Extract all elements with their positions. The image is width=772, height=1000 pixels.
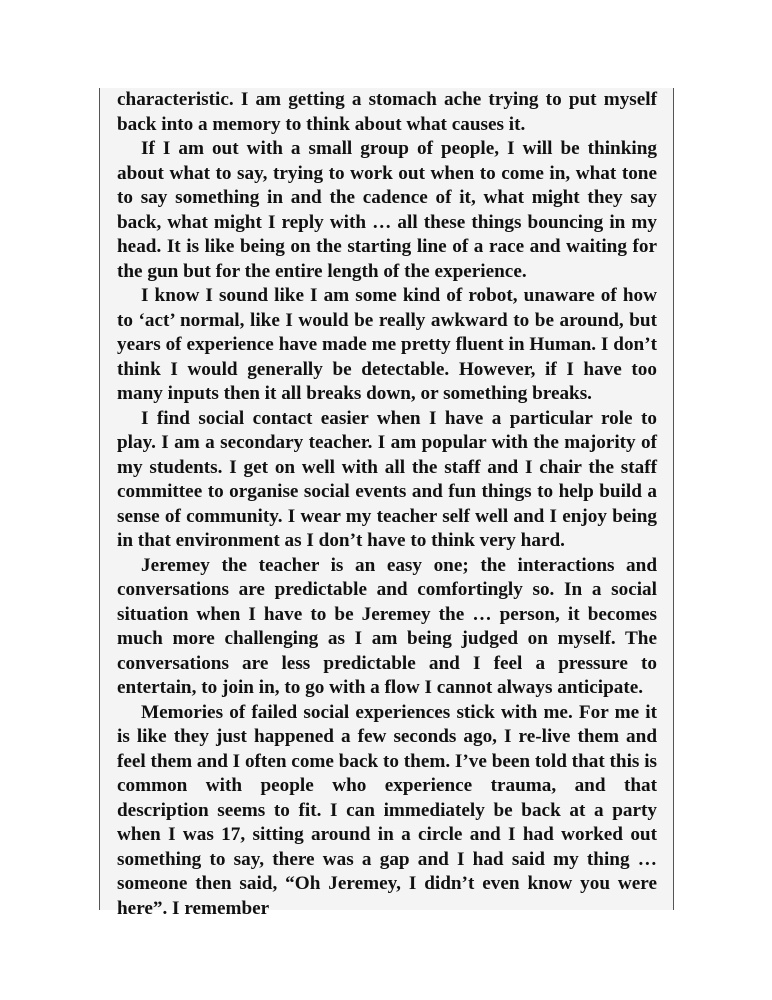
- paragraph-continuation: characteristic. I am getting a stomach ache trying to put myself back into a memory to think about what causes it.: [117, 89, 657, 135]
- paragraph-robot: I know I sound like I am some kind of robot, unaware of how to ‘act’ normal, like I would be really awkward to be around, but years of experience have made me pretty fluent in Human. I don’t think I would generally be detectable. However, if I have too many inputs then it all breaks down, or something breaks.: [117, 285, 657, 404]
- paragraph-small-group: If I am out with a small group of people, I will be thinking about what to say, trying to work out when to come in, what tone to say something in and the cadence of it, what might they say back, what might I reply with … all these things bouncing in my head. It is like being on the starting line of a race and waiting for the gun but for the entire length of the experience.: [117, 138, 657, 282]
- paragraph-role: I find social contact easier when I have a particular role to play. I am a secondary teacher. I am popular with the majority of my students. I get on well with all the staff and I chair the staff committee to organise social events and fun things to help build a sense of community. I wear my teacher self well and I enjoy being in that environment as I don’t have to think very hard.: [117, 407, 657, 551]
- body-text: [117, 88, 657, 921]
- paragraph-teacher: Jeremey the teacher is an easy one; the interactions and conversations are predictable and comfortingly so. In a social situation when I have to be Jeremey the … person, it becomes much more challenging as I am being judged on myself. The conversations are less predictable and I feel a pressure to entertain, to join in, to go with a flow I cannot always anticipate.: [117, 554, 657, 698]
- paragraph-memories: Memories of failed social experiences stick with me. For me it is like they just happened a few seconds ago, I re-live them and feel them and I often come back to them. I’ve been told that this is common with people who experience trauma, and that description seems to fit. I can immediately be back at a party when I was 17, sitting around in a circle and I had worked out something to say, there was a gap and I had said my thing … someone then said, “Oh Jeremey, I didn’t even know you were here”. I remember: [117, 701, 657, 919]
